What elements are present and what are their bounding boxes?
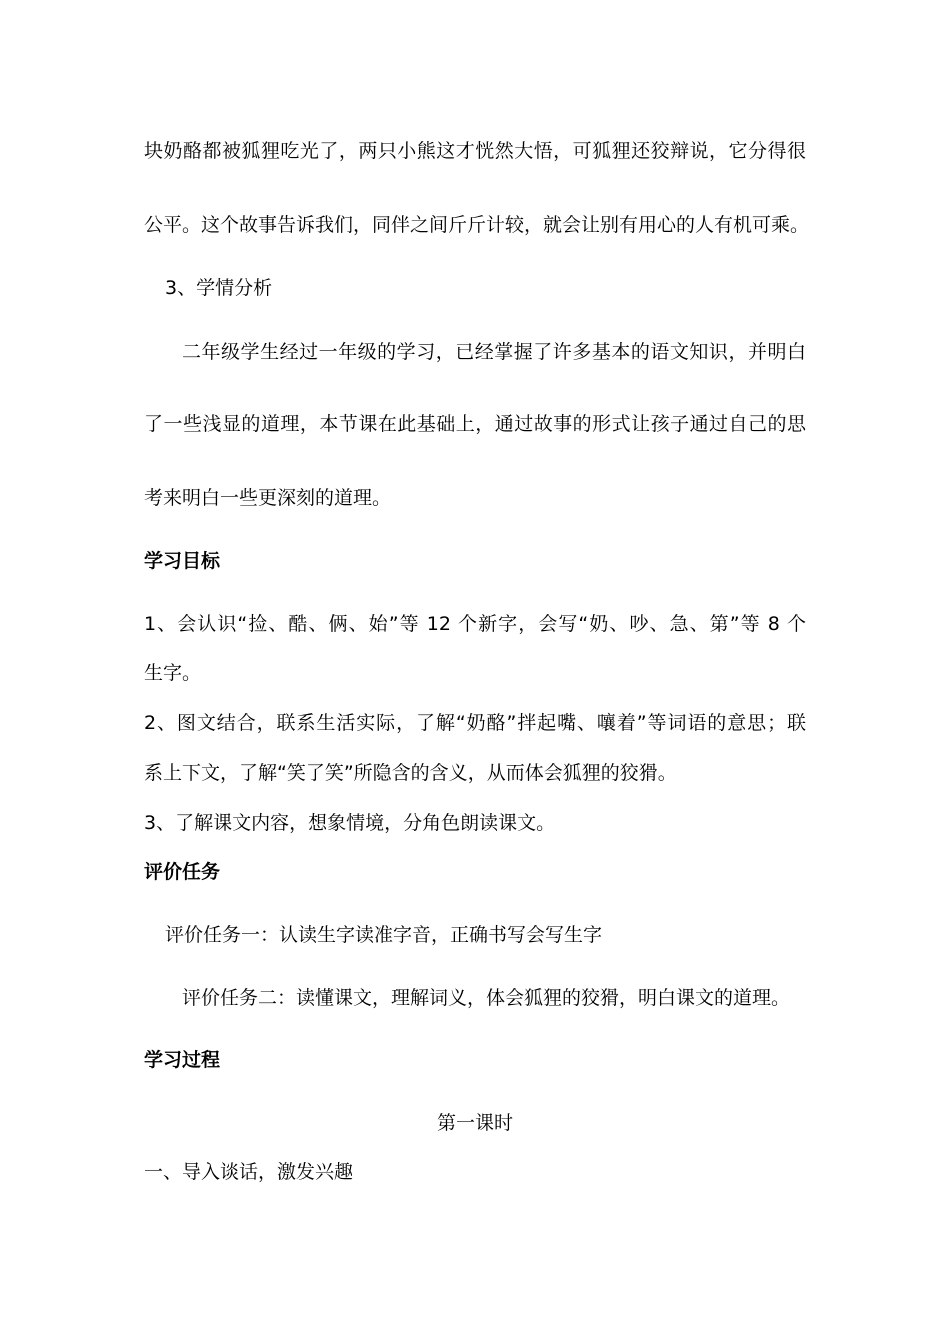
learning-analysis-line-3: 考来明白一些更深刻的道理。 bbox=[144, 487, 392, 509]
learning-analysis-heading: 3、学情分析 bbox=[165, 277, 273, 299]
evaluation-task-1: 评价任务一：认读生字读准字音，正确书写会写生字 bbox=[165, 924, 603, 946]
learning-analysis-line-1: 二年级学生经过一年级的学习，已经掌握了许多基本的语文知识，并明白 bbox=[182, 341, 806, 363]
process-heading: 学习过程 bbox=[144, 1049, 221, 1071]
lesson-title: 第一课时 bbox=[436, 1112, 513, 1134]
learning-analysis-line-2: 了一些浅显的道理，本节课在此基础上，通过故事的形式让孩子通过自己的思 bbox=[144, 413, 806, 435]
goal-2-line-2: 系上下文，了解“笑了笑”所隐含的含义，从而体会狐狸的狡猾。 bbox=[144, 762, 677, 784]
story-line-2: 公平。这个故事告诉我们，同伴之间斤斤计较，就会让别有用心的人有机可乘。 bbox=[144, 214, 810, 236]
process-step-1: 一、导入谈话，激发兴趣 bbox=[144, 1161, 354, 1183]
evaluation-task-2: 评价任务二：读懂课文，理解词义，体会狐狸的狡猾，明白课文的道理。 bbox=[182, 987, 791, 1009]
goal-1-line-1: 1、会认识“捡、酷、俩、始”等 12 个新字，会写“奶、吵、急、第”等 8 个 bbox=[144, 613, 806, 635]
goal-1-line-2: 生字。 bbox=[144, 662, 202, 684]
evaluation-heading: 评价任务 bbox=[144, 861, 221, 883]
goals-heading: 学习目标 bbox=[144, 550, 221, 572]
goal-3: 3、了解课文内容，想象情境，分角色朗读课文。 bbox=[144, 812, 556, 834]
goal-2-line-1: 2、图文结合，联系生活实际，了解“奶酪”拌起嘴、嚷着”等词语的意思；联 bbox=[144, 712, 806, 734]
story-line-1: 块奶酪都被狐狸吃光了，两只小熊这才恍然大悟，可狐狸还狡辩说，它分得很 bbox=[144, 140, 806, 162]
